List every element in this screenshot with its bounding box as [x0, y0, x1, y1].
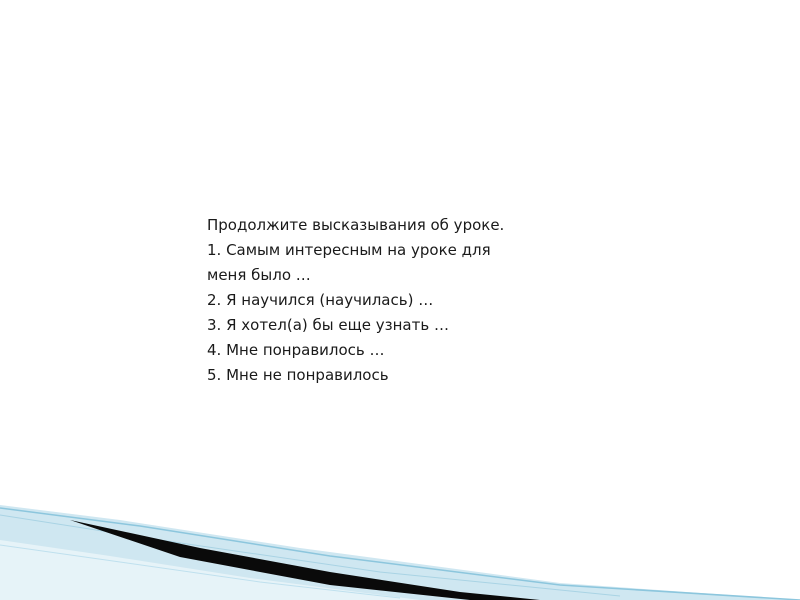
list-item-2: 2. Я научился (научилась) … [207, 291, 434, 309]
list-item-1-continuation: меня было … [207, 266, 311, 284]
list-item-3: 3. Я хотел(а) бы еще узнать … [207, 316, 449, 334]
slide-title: Продолжите высказывания об уроке. [207, 216, 505, 234]
list-item-5: 5. Мне не понравилось [207, 366, 389, 384]
lesson-reflection-text [207, 213, 587, 388]
list-item-1: 1. Самым интересным на уроке для [207, 241, 491, 259]
list-item-4: 4. Мне понравилось … [207, 341, 385, 359]
